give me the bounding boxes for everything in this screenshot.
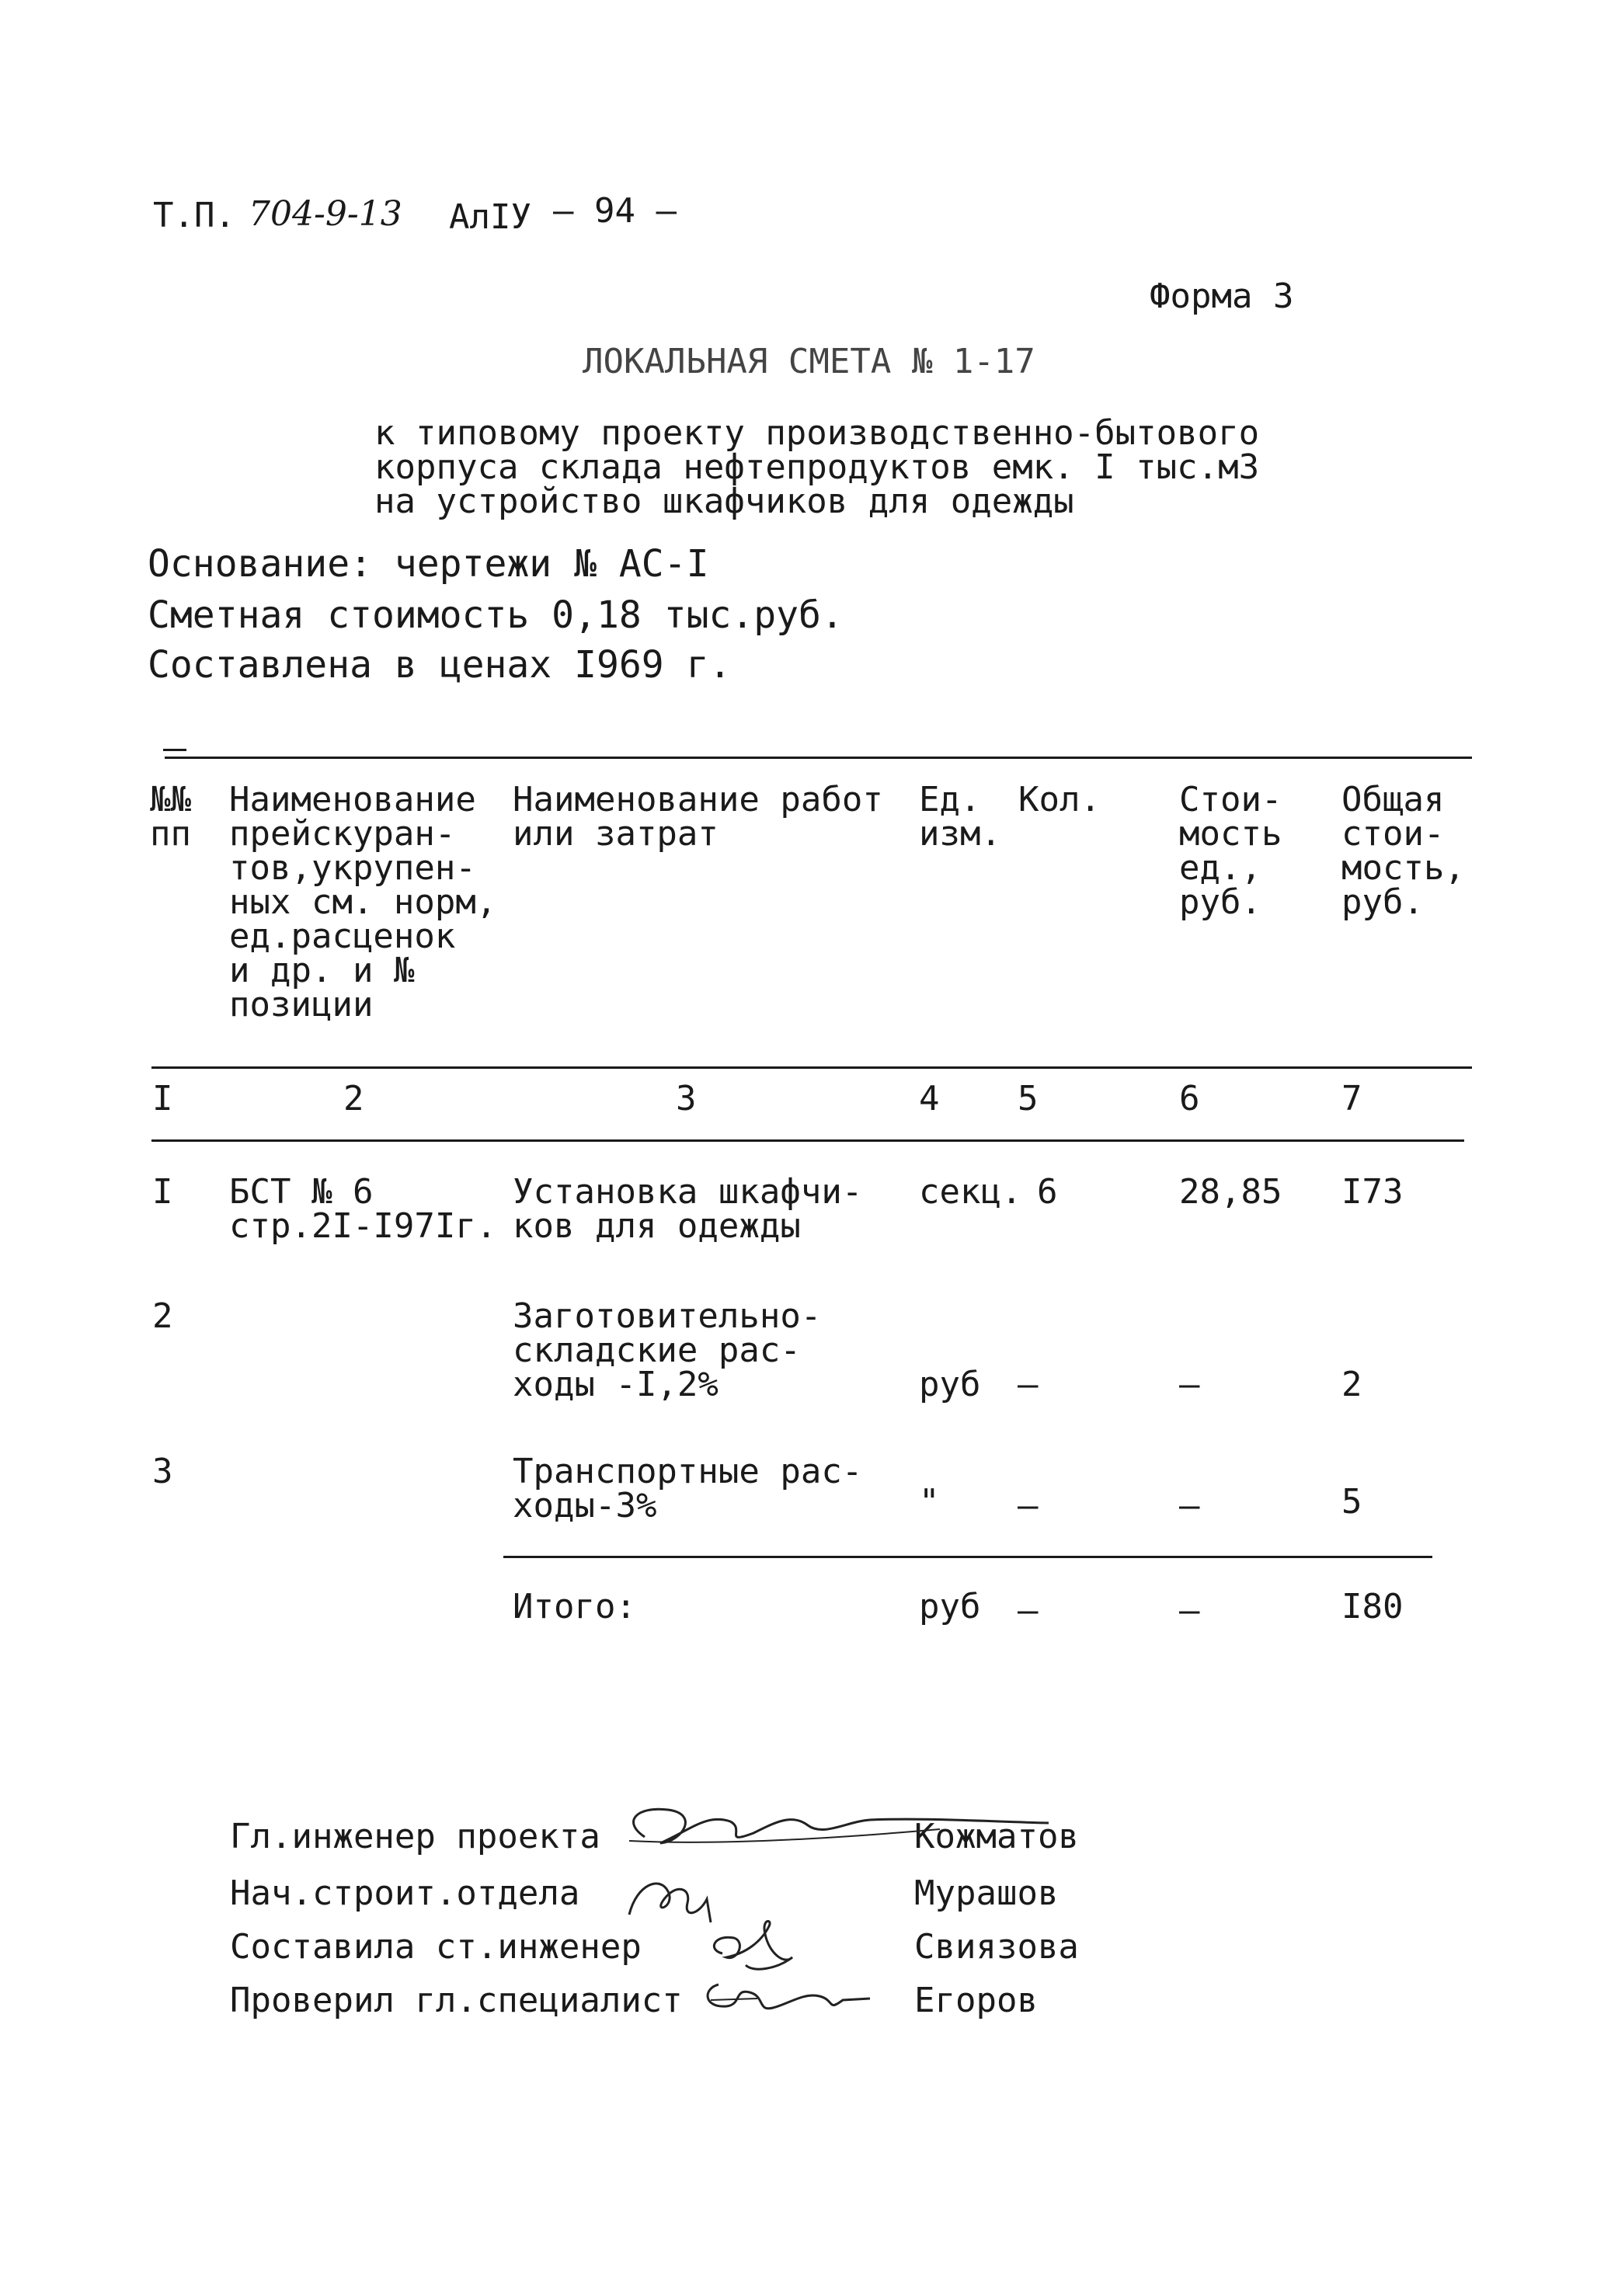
header-col-work: Наименование работ или затрат [513,780,883,854]
header-col-quantity: Кол. [1018,780,1101,819]
signature-role-4: Проверил гл.специалист [230,1981,683,2020]
col-number-1: I [152,1079,173,1118]
code-handwritten: 704-9-13 [249,194,402,234]
table-row-3-total: 5 [1341,1482,1362,1522]
summary-label: Итого: [513,1587,636,1626]
signature-role-1: Гл.инженер проекта [230,1817,600,1856]
summary-unit-cost: – [1179,1591,1200,1630]
signature-role-2: Нач.строит.отдела [230,1873,580,1913]
col-number-4: 4 [919,1079,940,1118]
table-row-3-work: Транспортные рас- ходы-3% [513,1452,863,1525]
signature-name-4: Егоров [914,1981,1038,2020]
column-numbers-rule [151,1139,1464,1142]
table-row-2-unit-cost: – [1179,1365,1200,1404]
table-row-1-unit: секц. [919,1172,1022,1212]
signature-role-3: Составила ст.инженер [230,1927,642,1967]
table-row-1-quantity: 6 [1037,1172,1058,1212]
signature-mark-1 [614,1798,1080,1860]
table-row-3-unit-cost: – [1179,1486,1200,1525]
header-col-reference: Наименование прейскуран- тов,укрупен- ных см. норм, ед.расценок и др. и № позиции [229,780,497,1025]
table-row-2-work: Заготовительно- складские рас- ходы -I,2% [513,1296,822,1404]
table-row-1-total: I73 [1341,1172,1404,1212]
estimated-cost-line: Сметная стоимость 0,18 тыс.руб. [148,593,844,637]
col-number-2: 2 [343,1079,364,1118]
table-row-1-number: I [152,1172,173,1212]
signature-mark-4 [695,1969,874,2023]
table-row-1-reference: БСТ № 6 стр.2I-I97Iг. [229,1172,497,1246]
basis-line: Основание: чертежи № АС-I [148,542,709,586]
table-row-2-total: 2 [1341,1365,1362,1404]
summary-total: I80 [1341,1587,1404,1626]
header-col-unit: Ед. изм. [919,780,1001,854]
summary-quantity: – [1018,1591,1039,1630]
table-row-1-unit-cost: 28,85 [1179,1172,1282,1212]
table-top-rule [165,757,1472,759]
header-col-total-cost: Общая стои- мость, руб. [1341,780,1465,922]
code-prefix: Т.П. [153,196,235,235]
col-number-5: 5 [1018,1079,1039,1118]
table-row-3-number: 3 [152,1452,173,1491]
table-row-2-quantity: – [1018,1365,1039,1404]
header-col-unit-cost: Стои- мость ед., руб. [1179,780,1282,922]
col-number-6: 6 [1179,1079,1200,1118]
signature-name-2: Мурашов [914,1873,1059,1913]
col-number-3: 3 [676,1079,697,1118]
page-number: — 94 — [553,191,677,231]
signature-name-1: Кожматов [914,1817,1079,1856]
table-row-1-work: Установка шкафчи- ков для одежды [513,1172,863,1246]
subtitle-line-3: на устройство шкафчиков для одежды [374,482,1074,521]
table-row-3-quantity: – [1018,1486,1039,1525]
header-col-number: №№ пп [150,780,191,854]
prices-year-line: Составлена в ценах I969 г. [148,643,732,687]
album-label: АлIУ [449,197,531,237]
table-row-2-unit: руб [919,1365,981,1404]
table-top-rule-tick [163,749,186,751]
form-label: Форма 3 [1150,277,1294,316]
subtitle-line-2: корпуса склада нефтепродуктов емк. I тыс.м3 [374,447,1260,487]
subtitle-line-1: к типовому проекту производственно-бытового [374,413,1260,453]
header-bottom-rule [151,1066,1472,1069]
document-heading: ЛОКАЛЬНАЯ СМЕТА № 1-17 [583,342,1035,381]
col-number-7: 7 [1341,1079,1362,1118]
summary-rule [503,1556,1432,1558]
signature-name-3: Свиязова [914,1927,1079,1967]
table-row-3-unit: " [919,1482,940,1522]
summary-unit: руб [919,1587,981,1626]
table-row-2-number: 2 [152,1296,173,1336]
